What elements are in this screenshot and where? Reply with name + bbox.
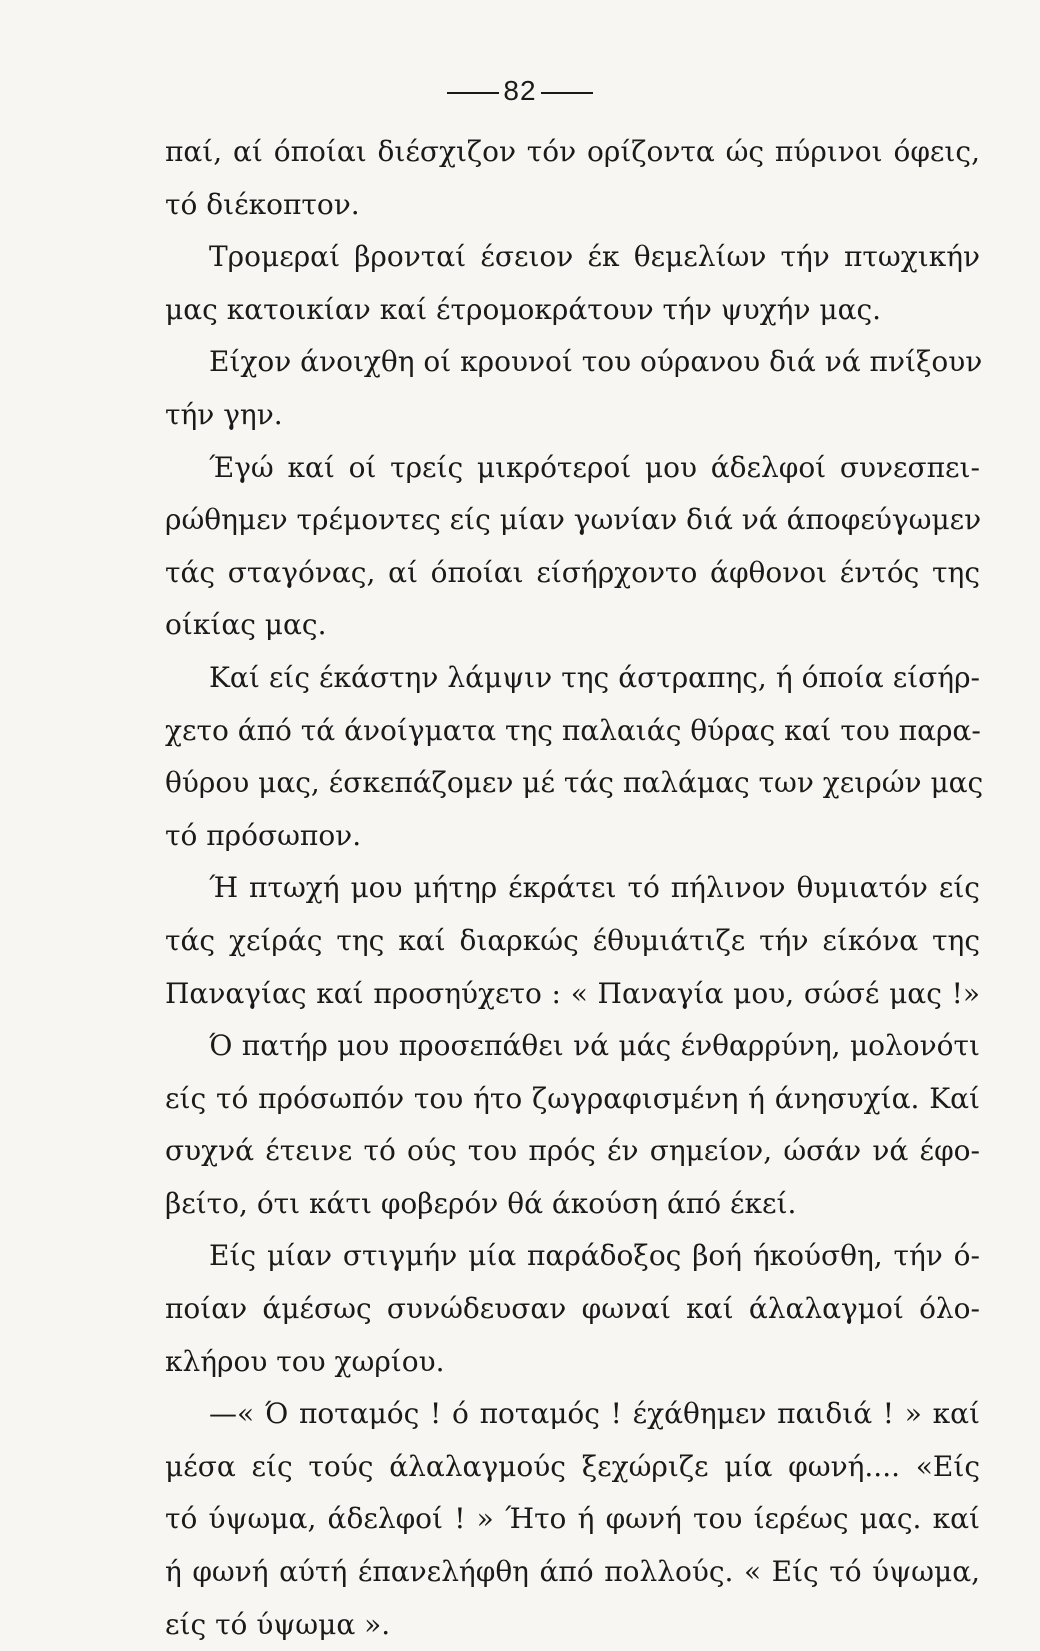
text-line: ή φωνή αύτή έπανελήφθη άπό πολλούς. « Είς τό ύψωμα, <box>165 1555 980 1589</box>
text-line: Ή πτωχή μου μήτηρ έκράτει τό πήλινον θυμιατόν είς <box>209 871 980 905</box>
text-line: Τρομεραί βρονταί έσειον έκ θεμελίων τήν πτωχικήν <box>209 240 980 274</box>
text-line: μας κατοικίαν καί έτρομοκράτουν τήν ψυχήν μας. <box>165 292 882 326</box>
text-line: τήν γην. <box>165 397 283 431</box>
text-line: οίκίας μας. <box>165 608 327 642</box>
page-number-header <box>0 74 1040 108</box>
text-line: τάς σταγόνας, αί όποίαι είσήρχοντο άφθονοι έντός της <box>165 555 980 589</box>
text-line: Είχον άνοιχθη οί κρουνοί του ούρανου διά νά πνίξουν <box>209 345 983 379</box>
text-line: τό πρόσωπον. <box>165 818 362 852</box>
text-line: Έγώ καί οί τρείς μικρότεροί μου άδελφοί συνεσπει- <box>209 450 980 484</box>
body-text <box>165 126 984 1651</box>
text-line: θύρου μας, έσκεπάζομεν μέ τάς παλάμας των χειρών μας <box>165 766 984 800</box>
text-line: τάς χείράς της καί διαρκώς έθυμιάτιζε τήν είκόνα της <box>165 923 980 957</box>
text-line: Καί είς έκάστην λάμψιν της άστραπης, ή όποία είσήρ- <box>209 660 980 694</box>
left-rule <box>447 92 499 94</box>
text-line: τό ύψωμα, άδελφοί ! » Ήτο ή φωνή του ίερέως μας. καί <box>165 1502 980 1536</box>
text-line: κλήρου του χωρίου. <box>165 1344 445 1378</box>
text-line: είς τό ύψωμα ». <box>165 1607 391 1641</box>
text-line: συχνά έτεινε τό ούς του πρός έν σημείον, ώσάν νά έφο- <box>165 1134 980 1168</box>
text-line: είς τό πρόσωπόν του ήτο ζωγραφισμένη ή άνησυχία. Καί <box>165 1081 980 1115</box>
text-line: Είς μίαν στιγμήν μία παράδοξος βοή ήκούσθη, τήν ό- <box>209 1239 980 1273</box>
page-number: 82 <box>503 75 537 106</box>
text-line: μέσα είς τούς άλαλαγμούς ξεχώριζε μία φωνή.... «Είς <box>165 1449 980 1483</box>
right-rule <box>541 92 593 94</box>
text-line: Ό πατήρ μου προσεπάθει νά μάς ένθαρρύνη, μολονότι <box>209 1029 980 1063</box>
text-line: παί, αί όποίαι διέσχιζον τόν ορίζοντα ώς πύρινοι όφεις, <box>165 135 980 168</box>
text-line: ρώθημεν τρέμοντες είς μίαν γωνίαν διά νά άποφεύγωμεν <box>165 503 982 537</box>
text-line: χετο άπό τά άνοίγματα της παλαιάς θύρας καί του παρα- <box>165 713 981 747</box>
text-line: Παναγίας καί προσηύχετο : « Παναγία μου, σώσέ μας !» <box>165 976 980 1010</box>
text-line: ποίαν άμέσως συνώδευσαν φωναί καί άλαλαγμοί όλο- <box>165 1292 980 1326</box>
text-line: βείτο, ότι κάτι φοβερόν θά άκούση άπό έκεί. <box>165 1186 797 1220</box>
text-line: —« Ό ποταμός ! ό ποταμός ! έχάθημεν παιδιά ! » καί <box>209 1397 980 1431</box>
text-line: τό διέκοπτον. <box>165 187 360 221</box>
